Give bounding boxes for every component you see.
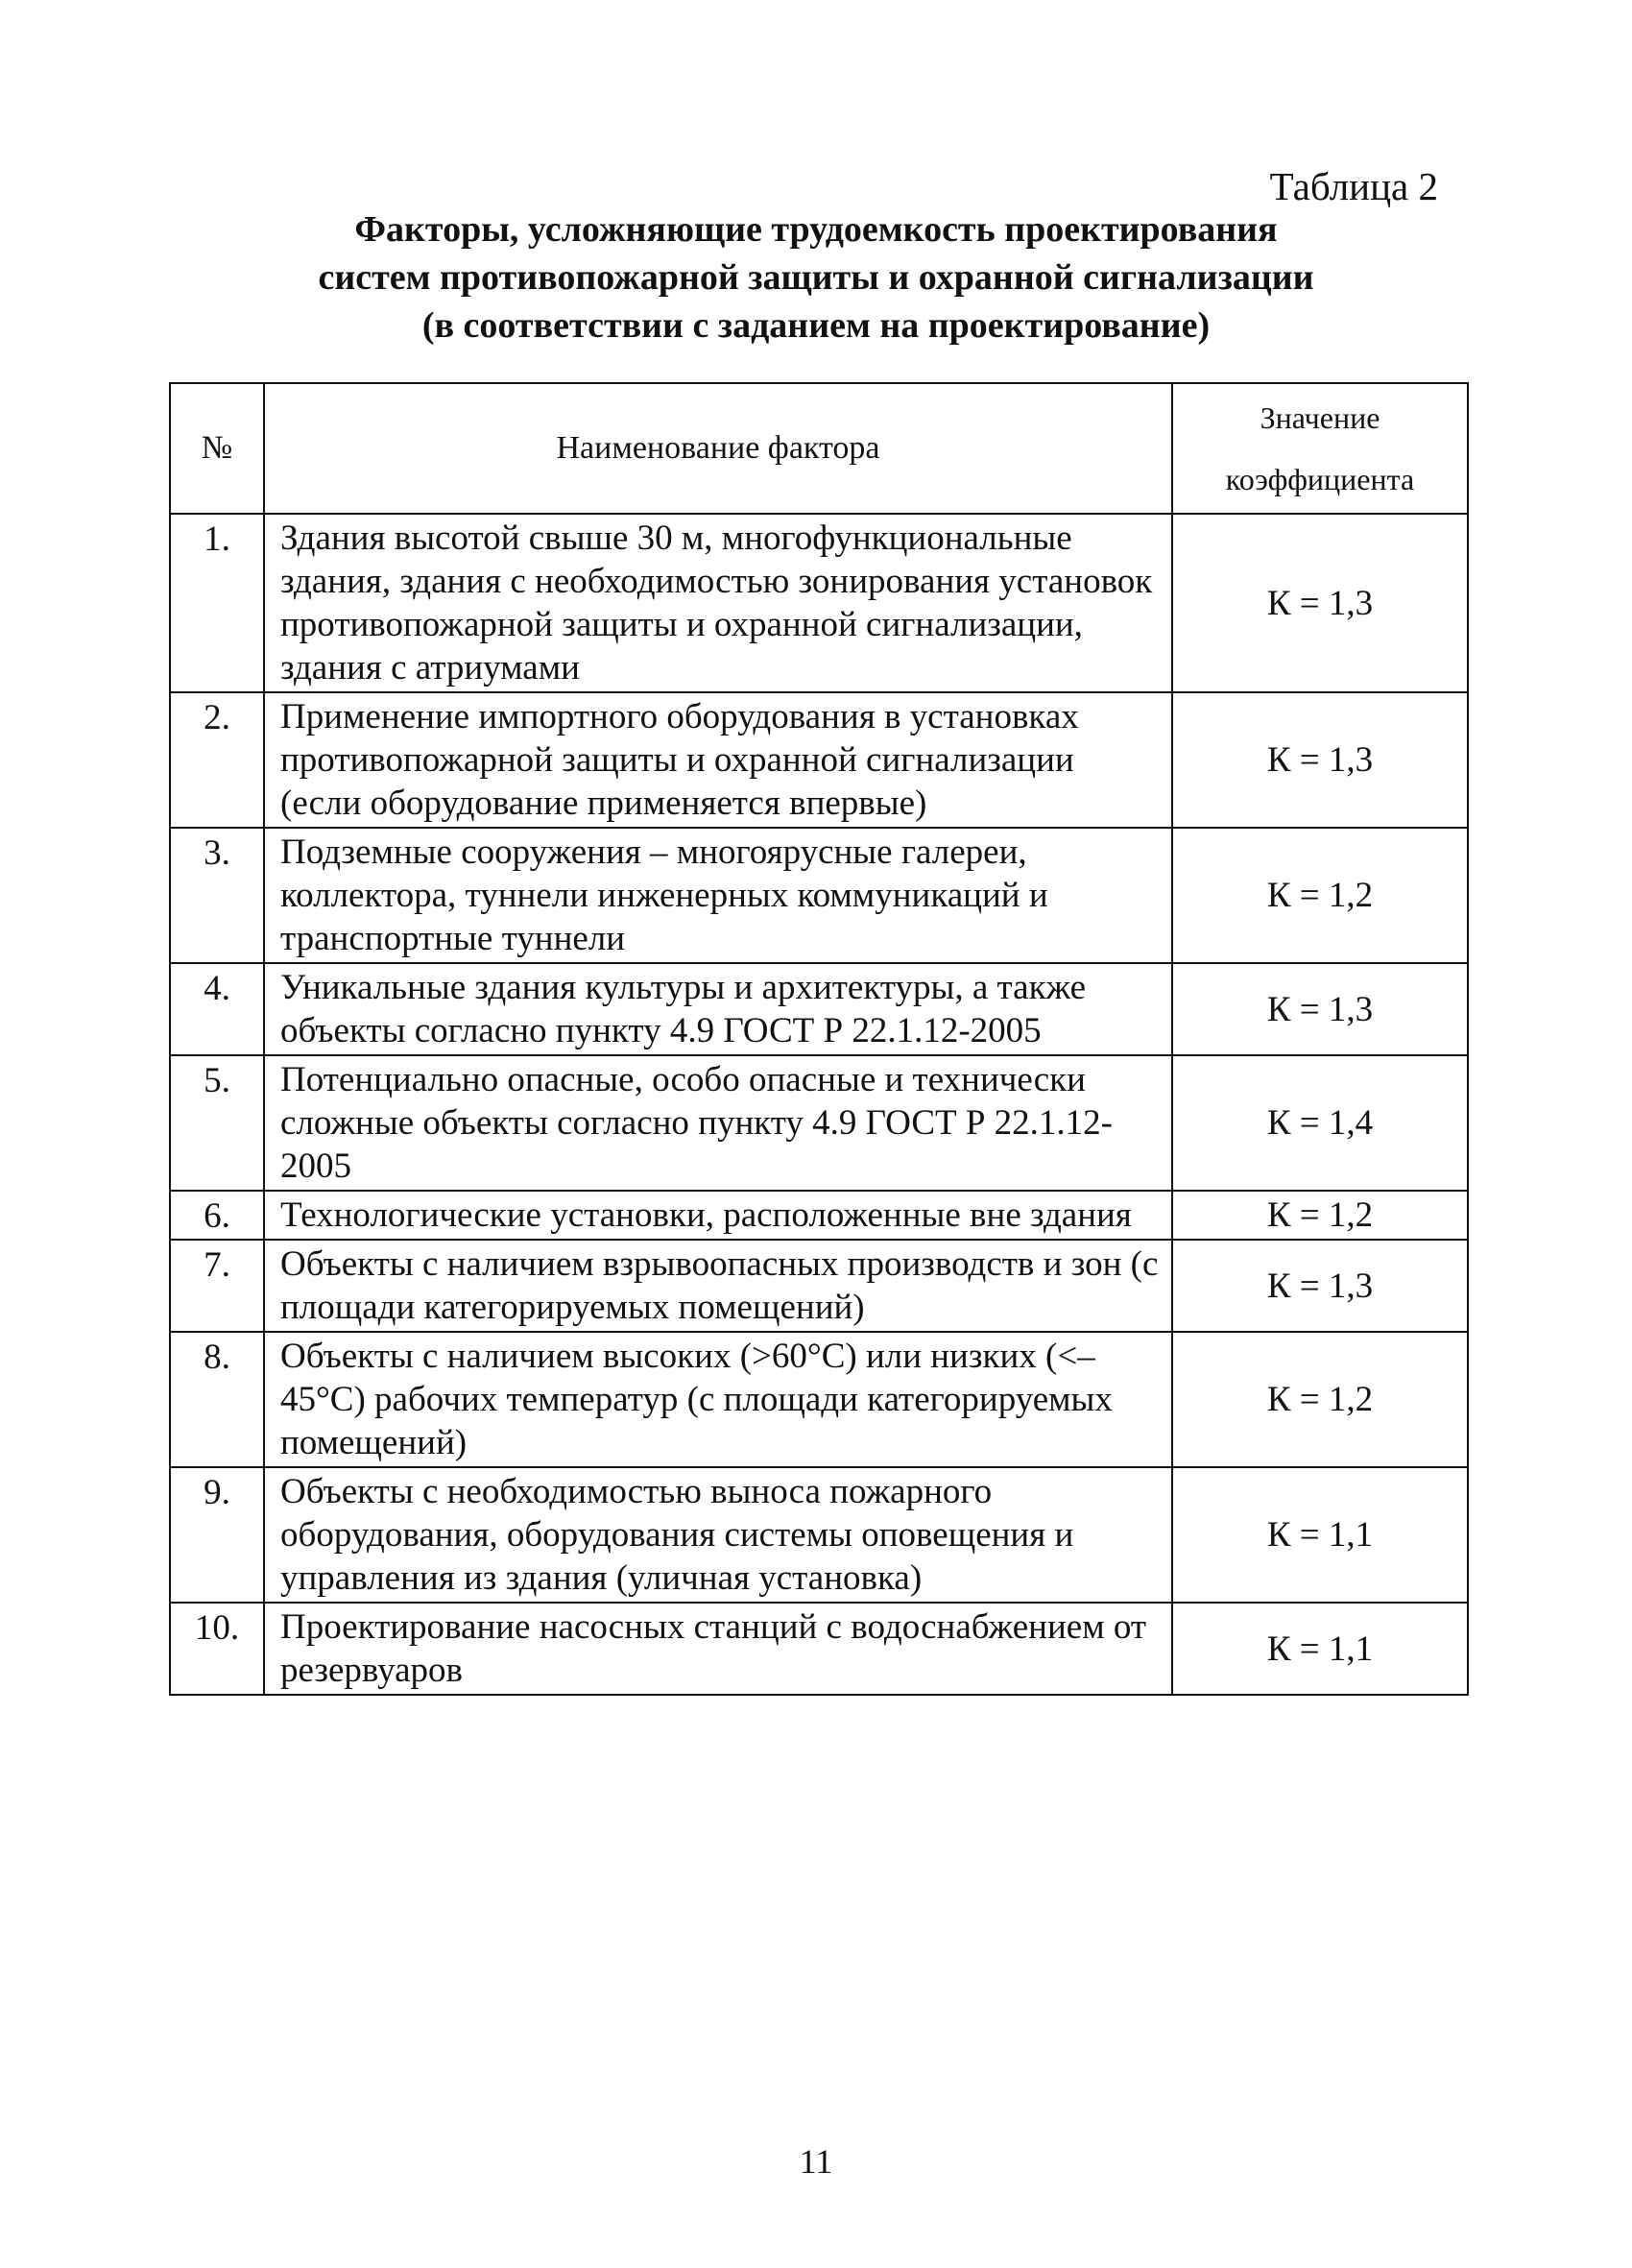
row-number: 4. xyxy=(170,963,264,1055)
table-row xyxy=(170,692,1468,828)
table-row xyxy=(170,1240,1468,1332)
factor-name: Здания высотой свыше 30 м, многофункциональные здания, здания с необходимостью зонирования установок противопожарной защиты и охранной сигнализации, здания с атриумами xyxy=(264,514,1172,692)
header-coefficient xyxy=(1172,383,1468,514)
table-row xyxy=(170,1332,1468,1467)
coefficient-value: К = 1,3 xyxy=(1172,1240,1468,1332)
row-number: 1. xyxy=(170,514,264,692)
header-factor-name: Наименование фактора xyxy=(264,383,1172,514)
factor-name: Проектирование насосных станций с водоснабжением от резервуаров xyxy=(264,1603,1172,1695)
coefficient-value: К = 1,2 xyxy=(1172,828,1468,963)
heading-line-2: систем противопожарной защиты и охранной сигнализации xyxy=(318,257,1314,298)
table-row xyxy=(170,514,1468,692)
coefficient-value: К = 1,4 xyxy=(1172,1055,1468,1191)
factor-name: Технологические установки, расположенные вне здания xyxy=(264,1191,1172,1240)
table-header-row xyxy=(170,383,1468,514)
row-number: 8. xyxy=(170,1332,264,1467)
row-number: 3. xyxy=(170,828,264,963)
header-number: № xyxy=(170,383,264,514)
factor-name: Подземные сооружения – многоярусные галереи, коллектора, туннели инженерных коммуникаций и транспортные туннели xyxy=(264,828,1172,963)
coefficient-value: К = 1,3 xyxy=(1172,963,1468,1055)
factor-name: Уникальные здания культуры и архитектуры, а также объекты согласно пункту 4.9 ГОСТ Р 22.1.12-2005 xyxy=(264,963,1172,1055)
table-heading xyxy=(0,205,1632,350)
table-row xyxy=(170,1055,1468,1191)
row-number: 9. xyxy=(170,1467,264,1603)
factor-name: Объекты с наличием высоких (>60°С) или низких (<–45°С) рабочих температур (с площади категорируемых помещений) xyxy=(264,1332,1172,1467)
header-coefficient-line-2: коэффициента xyxy=(1225,462,1415,496)
heading-line-1: Факторы, усложняющие трудоемкость проектирования xyxy=(354,209,1278,250)
table-row xyxy=(170,1603,1468,1695)
factor-name: Потенциально опасные, особо опасные и технически сложные объекты согласно пункту 4.9 ГОСТ Р 22.1.12-2005 xyxy=(264,1055,1172,1191)
coefficient-value: К = 1,1 xyxy=(1172,1603,1468,1695)
row-number: 2. xyxy=(170,692,264,828)
row-number: 5. xyxy=(170,1055,264,1191)
table-row xyxy=(170,1191,1468,1240)
table-row xyxy=(170,1467,1468,1603)
header-coefficient-line-1: Значение xyxy=(1260,400,1380,435)
table-row xyxy=(170,828,1468,963)
factor-name: Объекты с необходимостью выноса пожарного оборудования, оборудования системы оповещения и управления из здания (уличная установка) xyxy=(264,1467,1172,1603)
factor-name: Объекты с наличием взрывоопасных производств и зон (с площади категорируемых помещений) xyxy=(264,1240,1172,1332)
heading-line-3: (в соответствии с заданием на проектирование) xyxy=(421,305,1211,346)
row-number: 7. xyxy=(170,1240,264,1332)
factors-table xyxy=(169,382,1469,1696)
coefficient-value: К = 1,1 xyxy=(1172,1467,1468,1603)
table-label: Таблица 2 xyxy=(1269,164,1438,208)
row-number: 6. xyxy=(170,1191,264,1240)
factor-name: Применение импортного оборудования в установках противопожарной защиты и охранной сигнализации (если оборудование применяется впервые) xyxy=(264,692,1172,828)
coefficient-value: К = 1,3 xyxy=(1172,692,1468,828)
coefficient-value: К = 1,3 xyxy=(1172,514,1468,692)
coefficient-value: К = 1,2 xyxy=(1172,1332,1468,1467)
table-row xyxy=(170,963,1468,1055)
page-number: 11 xyxy=(799,2142,833,2181)
row-number: 10. xyxy=(170,1603,264,1695)
coefficient-value: К = 1,2 xyxy=(1172,1191,1468,1240)
